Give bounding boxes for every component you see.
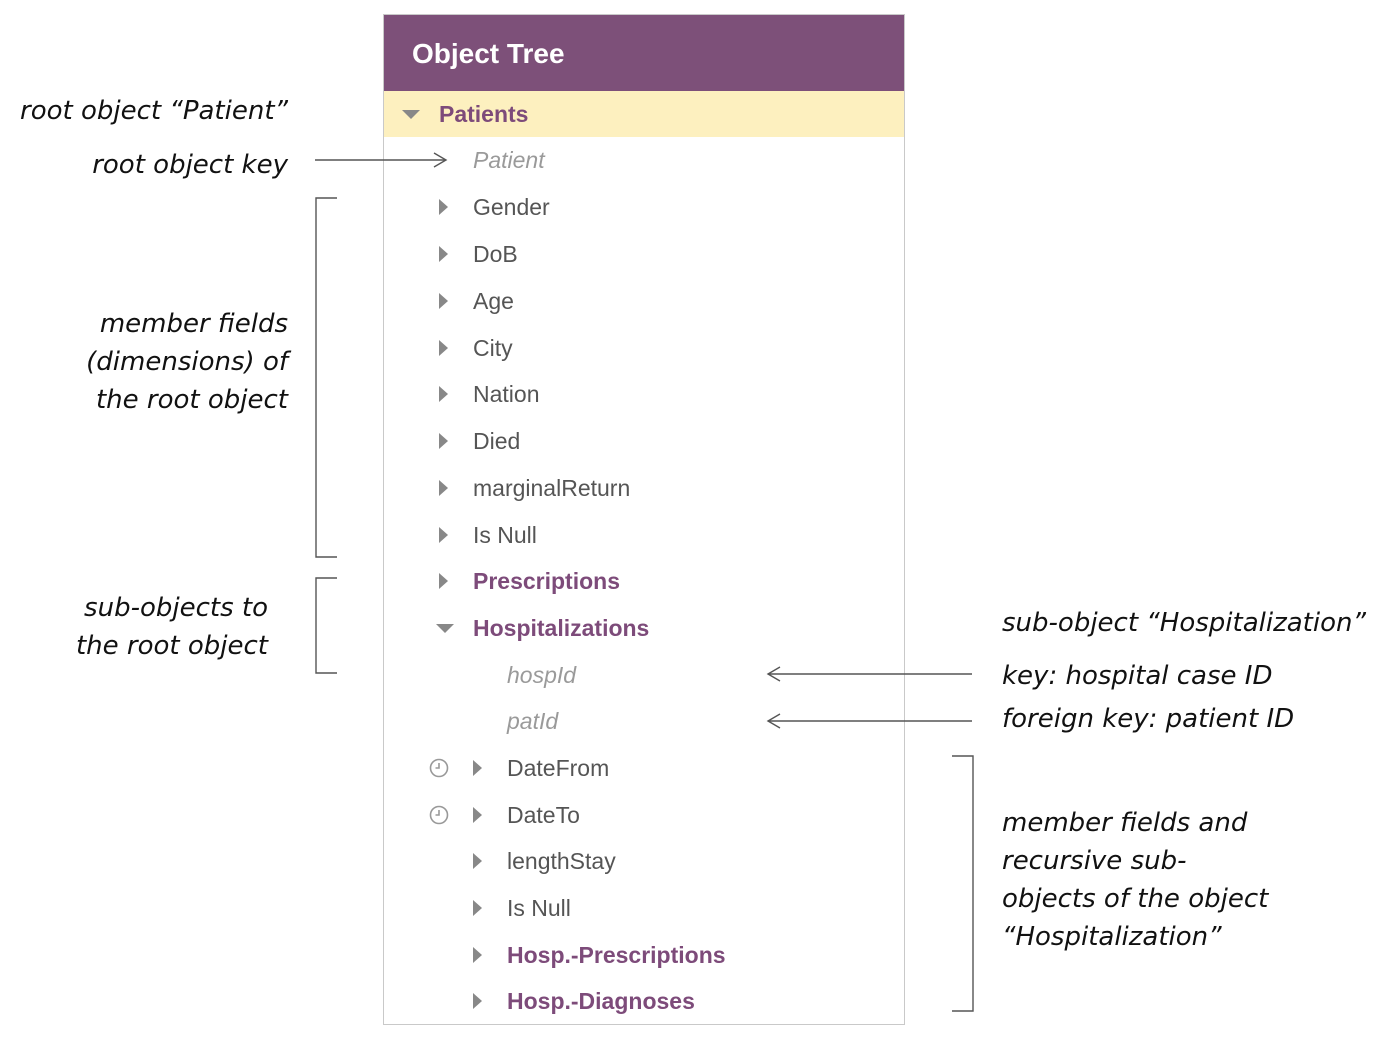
tree-subobject-label: Prescriptions (473, 568, 620, 594)
annotation-foreign-key: foreign key: patient ID (1002, 704, 1295, 734)
annotation-member-recursive-line: recursive sub- (1002, 846, 1187, 876)
tree-root-label: Patients (439, 101, 529, 127)
tree-key-label: Patient (473, 147, 545, 173)
tree-field-label: Gender (473, 194, 550, 220)
tree-key-label: patId (507, 708, 559, 734)
tree-subobject-label: Hospitalizations (473, 615, 650, 641)
tree-subobject-label: Hosp.-Diagnoses (507, 988, 695, 1014)
arrow-hospid (768, 667, 972, 681)
bracket-member-fields (316, 198, 337, 557)
tree-field-label: DateFrom (507, 755, 610, 781)
annotation-subobjects-line: the root object (75, 631, 268, 661)
tree-field-label: Died (473, 428, 521, 454)
tree-key-label: hospId (507, 662, 577, 688)
bracket-subobjects (316, 578, 337, 673)
annotation-member-recursive-line: “Hospitalization” (1002, 922, 1222, 952)
tree-field-label: DoB (473, 241, 518, 267)
annotation-member-fields-line: member fields (99, 309, 288, 339)
arrow-patid (768, 714, 972, 728)
annotation-key-hospital: key: hospital case ID (1002, 661, 1273, 691)
tree-field-label: Nation (473, 381, 540, 407)
annotation-member-recursive-line: objects of the object (1002, 884, 1269, 914)
tree-field-label: City (473, 335, 513, 361)
tree-field-label: DateTo (507, 802, 580, 828)
annotation-subobject-hospitalization: sub-object “Hospitalization” (1002, 608, 1366, 638)
tree-field-label: Is Null (473, 522, 537, 548)
bracket-member-recursive (952, 756, 973, 1011)
tree-field-label: Is Null (507, 895, 571, 921)
arrow-root-key (315, 153, 446, 167)
annotation-root-object: root object “Patient” (20, 96, 288, 126)
tree-field-label: Age (473, 288, 514, 314)
tree-field-label: lengthStay (507, 848, 616, 874)
annotation-member-recursive-line: member fields and (1002, 808, 1248, 838)
tree-field-label: marginalReturn (473, 475, 631, 501)
annotation-root-key: root object key (92, 150, 288, 180)
annotation-member-fields-line: (dimensions) of (86, 347, 288, 377)
panel-title: Object Tree (384, 15, 904, 91)
annotation-subobjects-line: sub-objects to (84, 593, 268, 623)
annotation-member-fields-line: the root object (95, 385, 288, 415)
tree-subobject-label: Hosp.-Prescriptions (507, 942, 726, 968)
